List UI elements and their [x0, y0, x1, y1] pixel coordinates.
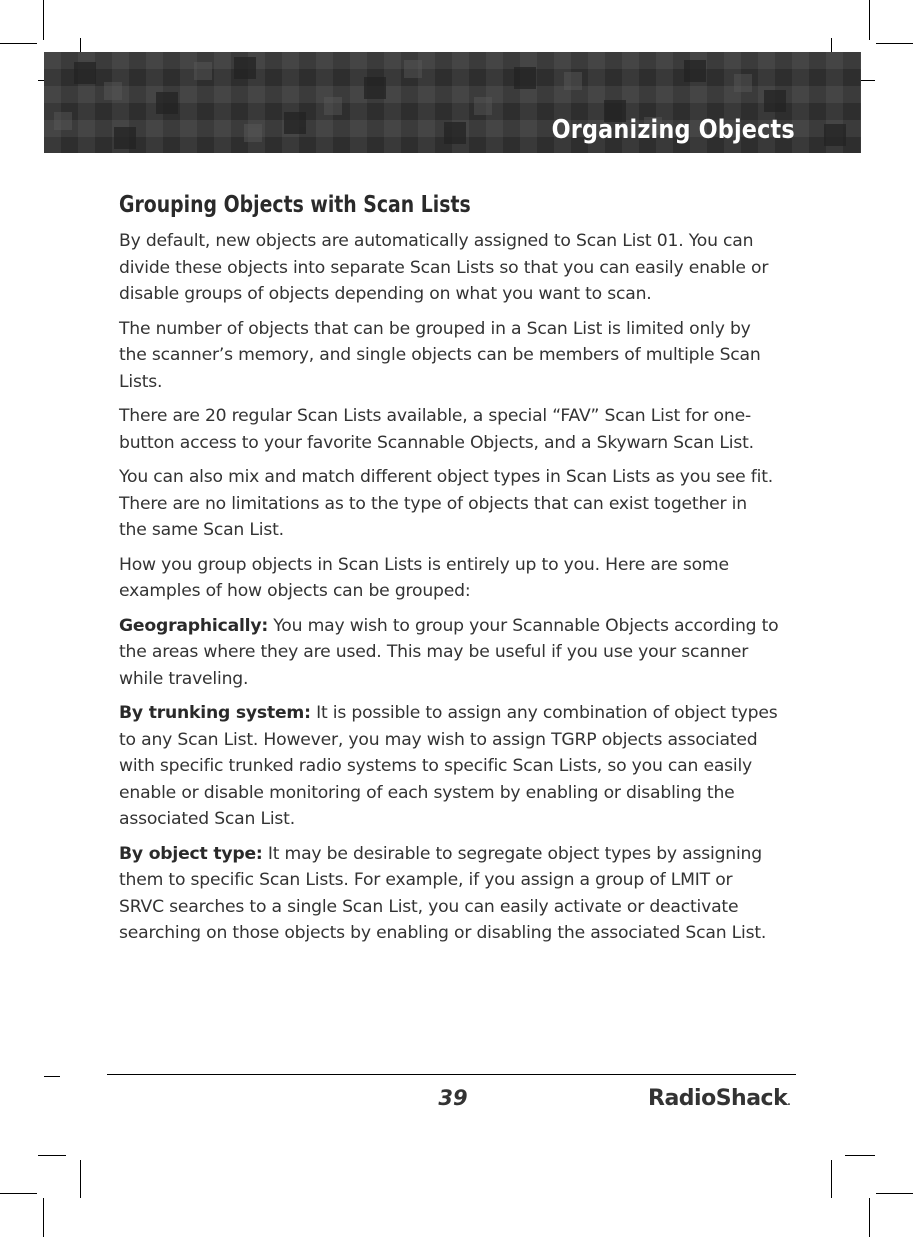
paragraph-text: The number of objects that can be grouped in a Scan List is limited only by the scanner’s memory, and single objects can be members of multiple Scan Lists.	[119, 318, 761, 392]
paragraph-text: It is possible to assign any combination of object types to any Scan List. However, you may wish to assign TGRP objects associated with specific trunked radio systems to specific Scan Lists, so you can easily enable or disable monitoring of each system by enabling or disabling the associated Scan List.	[119, 703, 778, 829]
page-number: 39	[438, 1086, 468, 1110]
crop-mark	[876, 1193, 913, 1194]
paragraph	[119, 552, 779, 605]
main-content	[119, 192, 779, 955]
paragraph	[119, 403, 779, 456]
paragraph-by-object-type	[119, 841, 779, 947]
paragraph-by-trunking-system	[119, 700, 779, 833]
crop-mark	[876, 43, 913, 44]
footer-divider	[107, 1074, 796, 1075]
crop-mark	[44, 1076, 60, 1077]
paragraph-text: You can also mix and match different object types in Scan Lists as you see fit. There are no limitations as to the type of objects that can exist together in the same Scan List.	[119, 467, 774, 540]
paragraph	[119, 228, 779, 308]
crop-mark	[80, 1160, 81, 1198]
crop-mark	[0, 43, 37, 44]
paragraph-text: It may be desirable to segregate object types by assigning them to specific Scan Lists. For example, if you assign a group of LMIT or SRVC searches to a single Scan List, you can easily activate or deactivate searching on those objects by enabling or disabling the associated Scan List.	[119, 843, 767, 943]
paragraph-text: There are 20 regular Scan Lists available, a special “FAV” Scan List for one-button access to your favorite Scannable Objects, and a Skywarn Scan List.	[119, 406, 754, 453]
paragraph	[119, 464, 779, 544]
brand-logo	[648, 1086, 790, 1111]
crop-mark	[43, 1198, 44, 1237]
brand-name: RadioShack	[648, 1086, 788, 1111]
brand-mark: .	[787, 1098, 791, 1108]
section-heading: Grouping Objects with Scan Lists	[119, 192, 471, 218]
chapter-title: Organizing Objects	[551, 115, 795, 145]
crop-mark	[869, 1198, 870, 1237]
term-label: Geographically:	[119, 615, 269, 636]
crop-mark	[0, 1193, 37, 1194]
crop-mark	[43, 0, 44, 40]
header-banner	[44, 52, 861, 153]
crop-mark	[869, 0, 870, 40]
crop-mark	[831, 1160, 832, 1198]
paragraph-geographically	[119, 613, 779, 693]
paragraph-text: How you group objects in Scan Lists is entirely up to you. Here are some examples of how objects can be grouped:	[119, 554, 729, 601]
paragraph-text: By default, new objects are automatically assigned to Scan List 01. You can divide these objects into separate Scan Lists so that you can easily enable or disable groups of objects depending on what you want to scan.	[119, 231, 769, 304]
term-label: By trunking system:	[119, 703, 311, 723]
crop-mark	[845, 1155, 875, 1156]
paragraph-text: You may wish to group your Scannable Objects according to the areas where they are used. This may be useful if you use your scanner while traveling.	[119, 615, 779, 689]
crop-mark	[38, 1155, 66, 1156]
paragraph	[119, 316, 779, 396]
term-label: By object type:	[119, 843, 263, 864]
